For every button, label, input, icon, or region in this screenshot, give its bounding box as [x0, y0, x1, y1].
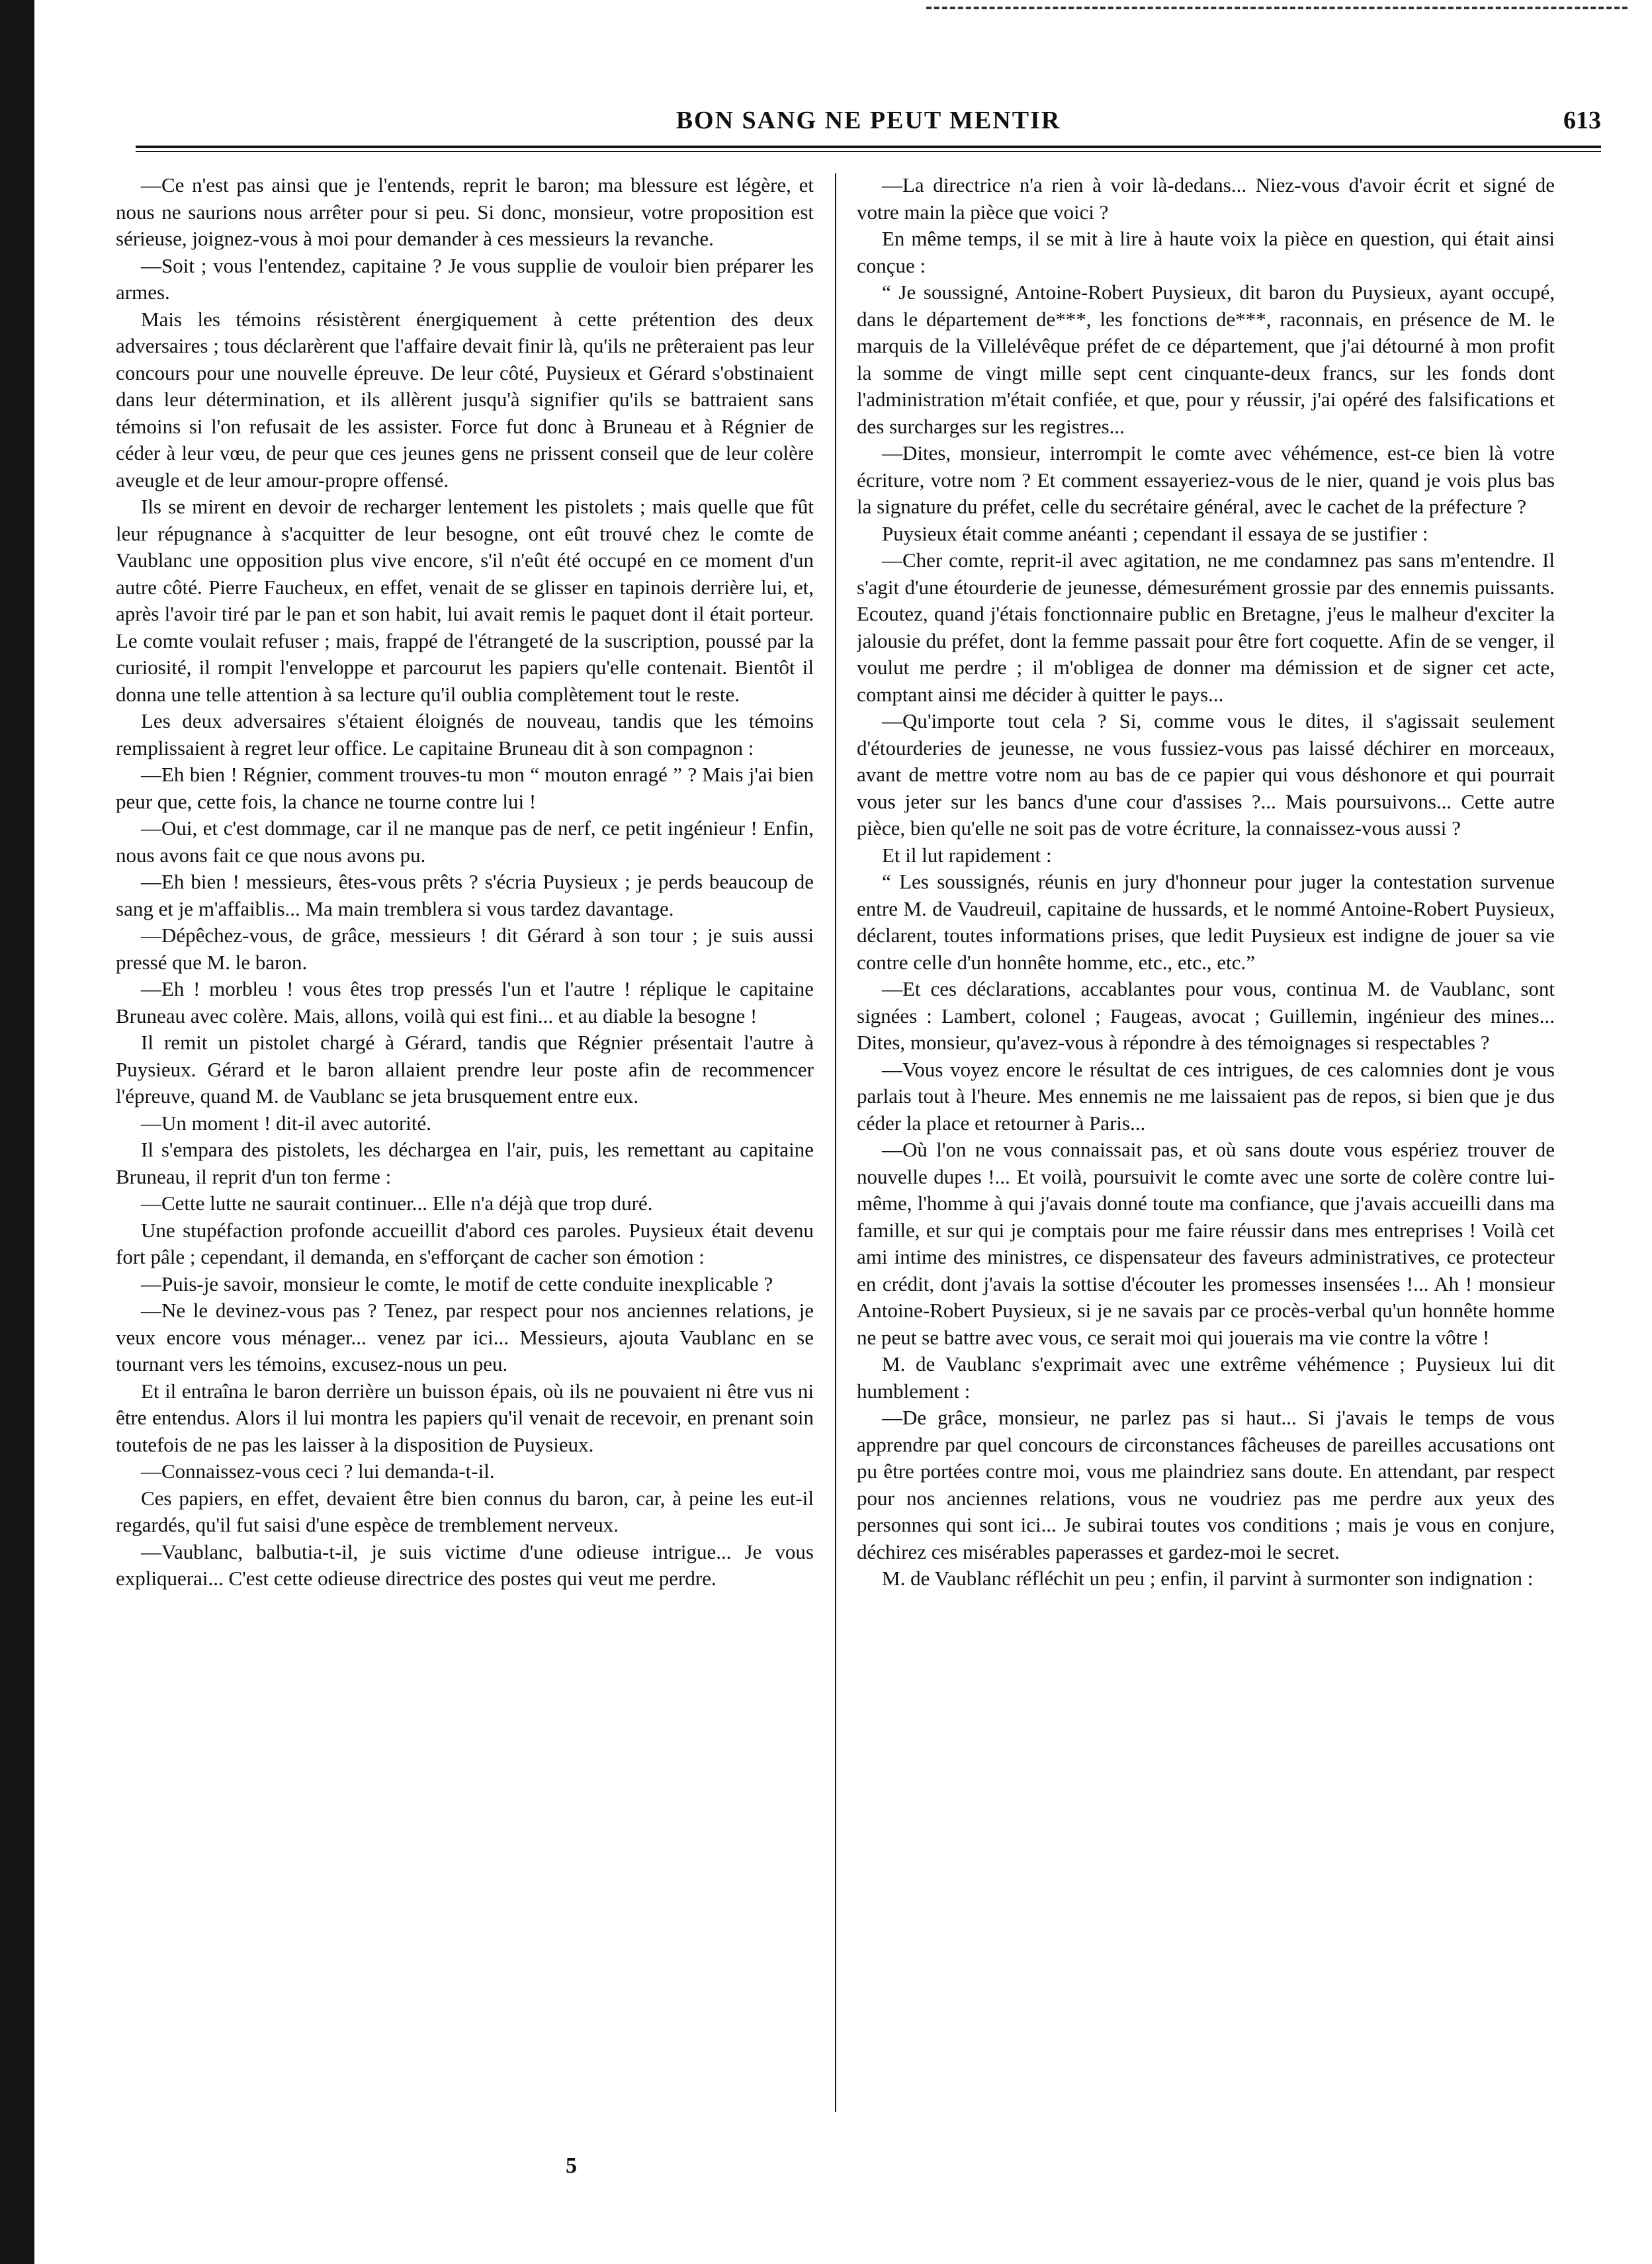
- paragraph: —Oui, et c'est dommage, car il ne manque pas de nerf, ce petit ingénieur ! Enfin, nous avons fait ce que nous avons pu.: [116, 816, 814, 867]
- paragraph: —Cette lutte ne saurait continuer... Elle n'a déjà que trop duré.: [141, 1192, 653, 1215]
- paragraph: —Dites, monsieur, interrompit le comte avec véhémence, est-ce bien là votre écriture, votre nom ? Et comment essayeriez-vous de le nier, quand je vois plus bas la signature du préfet, celle du secrétaire général, avec le cachet de la préfecture ?: [857, 441, 1555, 518]
- paragraph: “ Je soussigné, Antoine-Robert Puysieux, dit baron du Puysieux, ayant occupé, dans le département de***, les fonctions de***, raconnais, en présence de M. le marquis de la Villelévêque préfet de ce département, que j'ai détourné à mon profit la somme de vingt mille sept cent cinquante-deux francs, sur les fonds dont l'administration m'était confiée, et que, pour y réussir, j'ai opéré des falsifications et des surcharges sur les registres...: [857, 281, 1555, 438]
- paragraph: —Où l'on ne vous connaissait pas, et où sans doute vous espériez trouver de nouvelle dupes !... Et voilà, poursuivit le comte avec une sorte de colère contre lui-même, l'homme à qui j'avais donné toute ma confiance, que j'avais accueilli dans ma famille, et sur qui je comptais pour me faire réussir dans mes entreprises ! Voilà cet ami intime des ministres, ce dispensateur des faveurs administratives, ce protecteur en crédit, dont j'avais la sottise d'écouter les promesses insensées !... Ah ! monsieur Antoine-Robert Puysieux, si je ne savais par ce procès-verbal qu'un honnête homme ne peut se battre avec vous, ce serait moi qui jouerais ma vie contre la vôtre !: [857, 1138, 1555, 1349]
- paragraph: —Soit ; vous l'entendez, capitaine ? Je vous supplie de vouloir bien préparer les armes.: [116, 253, 814, 304]
- paragraph: —Cher comte, reprit-il avec agitation, ne me condamnez pas sans m'entendre. Il s'agit d'une étourderie de jeunesse, démesurément grossie par des ennemis puissants. Ecoutez, quand j'étais fonctionnaire public en Bretagne, j'eus le malheur d'exciter la jalousie du préfet, dont la femme passait pour être fort coquette. Afin de se venger, il voulut me perdre ; il m'obligea de donner ma démission et de signer cet acte, comptant ainsi me décider à quitter le pays...: [857, 548, 1555, 706]
- paragraph: En même temps, il se mit à lire à haute voix la pièce en question, qui était ainsi conçue :: [857, 227, 1555, 277]
- paragraph: —Eh ! morbleu ! vous êtes trop pressés l'un et l'autre ! réplique le capitaine Bruneau avec colère. Mais, allons, voilà qui est fini... et au diable la besogne !: [116, 977, 814, 1027]
- paragraph: —La directrice n'a rien à voir là-dedans... Niez-vous d'avoir écrit et signé de votre main la pièce que voici ?: [857, 173, 1555, 224]
- paragraph: Et il lut rapidement :: [882, 843, 1052, 867]
- paragraph: Ils se mirent en devoir de recharger lentement les pistolets ; mais quelle que fût leur répugnance à s'acquitter de leur besogne, ont eût trouvé chez le comte de Vaublanc une opposition plus vive encore, s'il n'eût été occupé en ce moment d'un autre côté. Pierre Faucheux, en effet, venait de se glisser en tapinois derrière lui, et, après l'avoir tiré par le pan et son habit, lui avait remis le paquet dont il était porteur. Le comte voulait refuser ; mais, frappé de l'étrangeté de la suscription, poussé par la curiosité, il rompit l'enveloppe et parcourut les papiers qu'elle contenait. Bientôt il donna une telle attention à sa lecture qu'il oublia complètement tout le reste.: [116, 495, 814, 706]
- paragraph: —De grâce, monsieur, ne parlez pas si haut... Si j'avais le temps de vous apprendre par quel concours de circonstances fâcheuses de pareilles accusations ont pu être portées contre moi, vous me plaindriez sans doute. En attendant, par respect pour nos anciennes relations, vous ne voudriez pas me perdre aux yeux des personnes qui sont ici... Je subirai toutes vos conditions ; mais je vous en conjure, déchirez ces misérables paperasses et gardez-moi le secret.: [857, 1406, 1555, 1563]
- paragraph: —Qu'importe tout cela ? Si, comme vous le dites, il s'agissait seulement d'étourderies de jeunesse, ne vous fussiez-vous pas laissé déchirer en morceaux, avant de mettre votre nom au bas de ce papier qui vous déshonore et qui pourrait vous jeter sur les bancs d'une cour d'assises ?... Mais poursuivons... Cette autre pièce, bien qu'elle ne soit pas de votre écriture, la connaissez-vous aussi ?: [857, 709, 1555, 840]
- paragraph: —Dépêchez-vous, de grâce, messieurs ! dit Gérard à son tour ; je suis aussi pressé que M. le baron.: [116, 924, 814, 974]
- paragraph: Et il entraîna le baron derrière un buisson épais, où ils ne pouvaient ni être vus ni être entendus. Alors il lui montra les papiers qu'il venait de recevoir, en prenant soin toutefois de ne pas les laisser à la disposition de Puysieux.: [116, 1379, 814, 1456]
- paragraph: —Ne le devinez-vous pas ? Tenez, par respect pour nos anciennes relations, je veux encore vous ménager... venez par ici... Messieurs, ajouta Vaublanc en se tournant vers les témoins, excusez-nous un peu.: [116, 1299, 814, 1375]
- paragraph: Une stupéfaction profonde accueillit d'abord ces paroles. Puysieux était devenu fort pâle ; cependant, il demanda, en s'efforçant de cacher son émotion :: [116, 1218, 814, 1268]
- page-header: [136, 99, 1601, 146]
- paragraph: Puysieux était comme anéanti ; cependant il essaya de se justifier :: [882, 521, 1428, 545]
- paragraph: —Un moment ! dit-il avec autorité.: [141, 1111, 432, 1135]
- paragraph: “ Les soussignés, réunis en jury d'honneur pour juger la contestation survenue entre M. de Vaudreuil, capitaine de hussards, et le nommé Antoine-Robert Puysieux, déclarent, toutes informations prises, que ledit Puysieux est indigne de jouer sa vie contre celle d'un honnête homme, etc., etc., etc.”: [857, 870, 1555, 974]
- paragraph: M. de Vaublanc s'exprimait avec une extrême véhémence ; Puysieux lui dit humblement :: [857, 1352, 1555, 1403]
- paragraph: —Eh bien ! messieurs, êtes-vous prêts ? s'écria Puysieux ; je perds beaucoup de sang et je m'affaiblis... Ma main tremblera si vous tardez davantage.: [116, 870, 814, 920]
- header-rule: [136, 146, 1601, 152]
- paragraph: Les deux adversaires s'étaient éloignés de nouveau, tandis que les témoins remplissaient à regret leur office. Le capitaine Bruneau dit à son compagnon :: [116, 709, 814, 760]
- paragraph: —Vous voyez encore le résultat de ces intrigues, de ces calomnies dont je vous parlais tout à l'heure. Mes ennemis ne me laissaient pas de repos, si bien que je dus céder la place et retourner à Paris...: [857, 1057, 1555, 1135]
- right-column: [857, 172, 1555, 2117]
- running-title: BON SANG NE PEUT MENTIR: [675, 107, 1061, 134]
- paragraph: —Ce n'est pas ainsi que je l'entends, reprit le baron; ma blessure est légère, et nous ne saurions nous arrêter pour si peu. Si donc, monsieur, votre proposition est sérieuse, joignez-vous à moi pour demander à ces messieurs la revanche.: [116, 173, 814, 250]
- signature-mark: 5: [566, 2154, 577, 2178]
- paragraph: —Vaublanc, balbutia-t-il, je suis victime d'une odieuse intrigue... Je vous expliquerai... C'est cette odieuse directrice des postes qui veut me perdre.: [116, 1540, 814, 1590]
- column-divider: [835, 173, 836, 2112]
- paragraph: Mais les témoins résistèrent énergiquement à cette prétention des deux adversaires ; tous déclarèrent que l'affaire devait finir là, qu'ils ne prêteraient pas leur concours pour une nouvelle épreuve. De leur côté, Puysieux et Gérard s'obstinaient dans leur détermination, et ils allèrent jusqu'à signifier qu'ils se battraient sans témoins si l'on refusait de les assister. Force fut donc à Bruneau et à Régnier de céder à leur vœu, de peur que ces jeunes gens ne prissent conseil que de leur colère aveugle et de leur amour-propre offensé.: [116, 307, 814, 492]
- paragraph: —Puis-je savoir, monsieur le comte, le motif de cette conduite inexplicable ?: [141, 1272, 773, 1295]
- paragraph: Il s'empara des pistolets, les déchargea en l'air, puis, les remettant au capitaine Bruneau, il reprit d'un ton ferme :: [116, 1138, 814, 1188]
- binding-edge: [0, 0, 34, 2264]
- page-number: 613: [1563, 107, 1601, 134]
- paragraph: —Connaissez-vous ceci ? lui demanda-t-il.: [141, 1459, 495, 1483]
- paragraph: —Eh bien ! Régnier, comment trouves-tu mon “ mouton enragé ” ? Mais j'ai bien peur que, cette fois, la chance ne tourne contre lui !: [116, 763, 814, 813]
- paragraph: —Et ces déclarations, accablantes pour vous, continua M. de Vaublanc, sont signées : Lambert, colonel ; Faugeas, avocat ; Guillemin, ingénieur des mines... Dites, monsieur, qu'avez-vous à répondre à des témoignages si respectables ?: [857, 977, 1555, 1054]
- top-dotted-rule: [926, 7, 1628, 9]
- left-column: [116, 172, 814, 2117]
- paragraph: M. de Vaublanc réfléchit un peu ; enfin, il parvint à surmonter son indignation :: [882, 1567, 1534, 1590]
- paragraph: Ces papiers, en effet, devaient être bien connus du baron, car, à peine les eut-il regardés, qu'il fut saisi d'une espèce de tremblement nerveux.: [116, 1486, 814, 1536]
- paragraph: Il remit un pistolet chargé à Gérard, tandis que Régnier présentait l'autre à Puysieux. Gérard et le baron allaient prendre leur poste afin de recommencer l'épreuve, quand M. de Vaublanc se jeta brusquement entre eux.: [116, 1031, 814, 1108]
